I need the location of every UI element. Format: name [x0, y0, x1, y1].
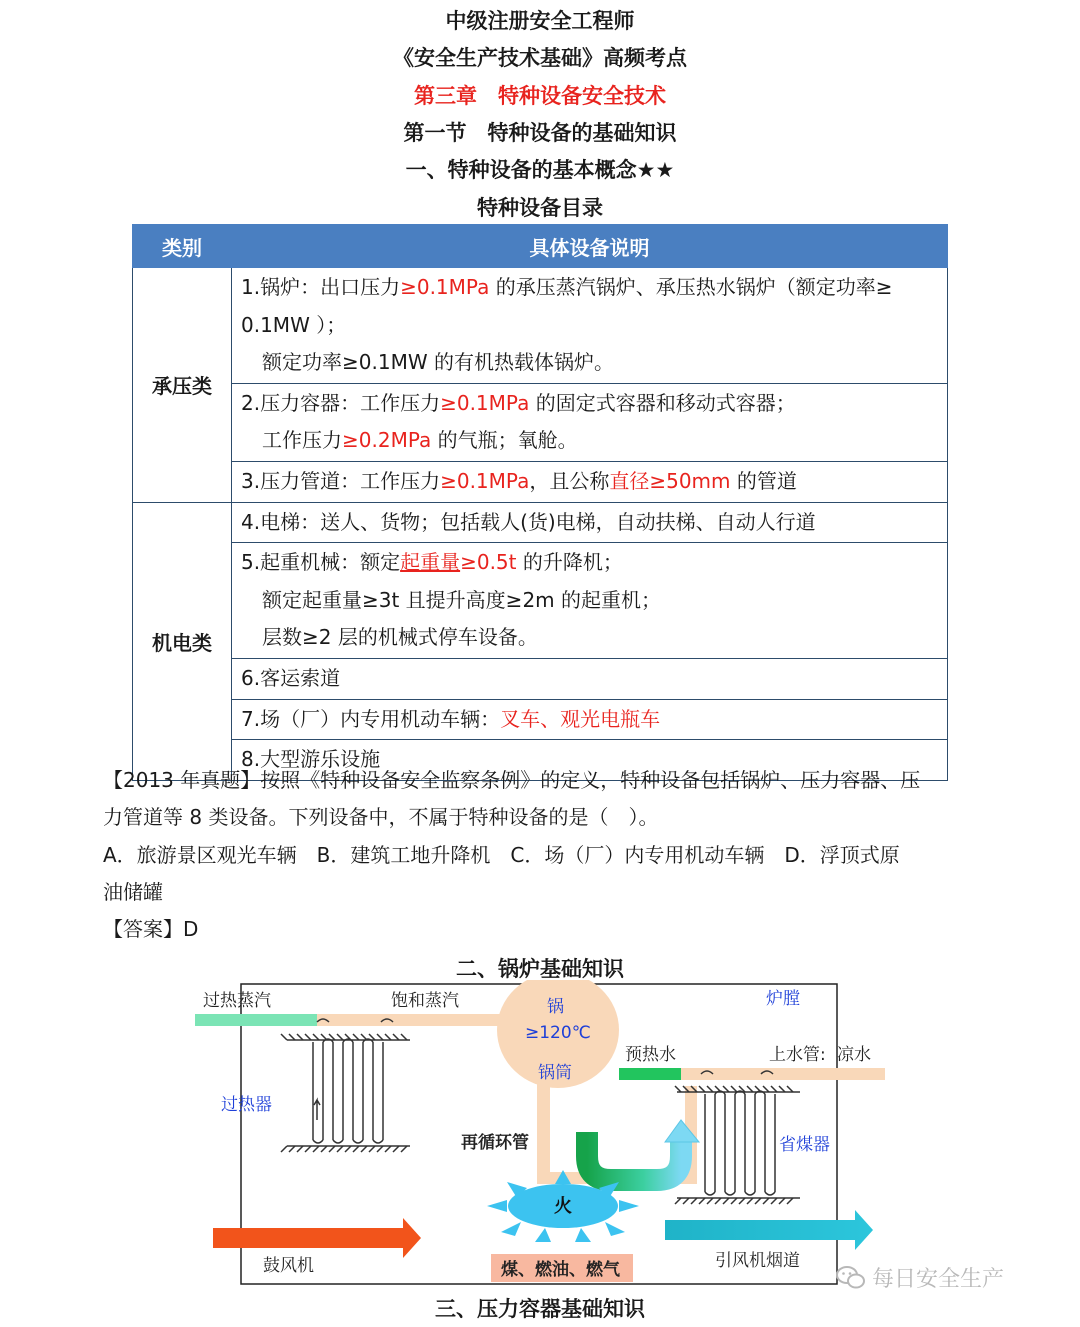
row-line: 6.客运索道 [241, 665, 341, 690]
label-furnace: 炉膛 [766, 989, 800, 1009]
description-cell [232, 383, 948, 461]
row-line: 0.1MW ）； [241, 312, 347, 337]
table-row [133, 543, 948, 659]
feed-water-pipe [665, 1068, 885, 1080]
label-recirculation: 再循环管 [461, 1133, 529, 1153]
row-line: 额定起重量≥3t 且提升高度≥2m 的起重机； [262, 587, 662, 612]
label-fire: 火 [554, 1196, 572, 1217]
boiler-diagram [195, 980, 885, 1290]
text: 的气瓶；氧舱。 [431, 428, 578, 453]
row-line [233, 385, 946, 423]
text: 的管道 [730, 468, 797, 493]
label-colon: : [820, 1045, 826, 1065]
text: 5.起重机械：额定 [241, 550, 401, 575]
row-line [233, 422, 946, 460]
watermark [836, 1262, 1004, 1293]
table-row [133, 658, 948, 699]
wechat-icon [836, 1265, 866, 1291]
category-cell-electromechanical: 机电类 [133, 502, 232, 780]
table-row [133, 268, 948, 384]
answer: 【答案】D [103, 917, 199, 941]
flue-arrow [665, 1210, 873, 1250]
preheated-water-pipe [619, 1068, 681, 1080]
column-header-description: 具体设备说明 [232, 225, 948, 268]
table-title: 特种设备目录 [477, 196, 603, 220]
table-row [133, 461, 948, 502]
text: 3.压力管道：工作压力 [241, 468, 441, 493]
highlight-text: ≥0.1MPa [400, 275, 490, 299]
question-options: 油储罐 [103, 880, 163, 904]
blower-arrow [213, 1218, 421, 1258]
label-temperature: ≥120℃ [525, 1023, 591, 1043]
steam-pipe [315, 1014, 515, 1026]
section-title: 第一节 特种设备的基础知识 [403, 121, 677, 145]
watermark-text: 每日安全生产 [872, 1267, 1005, 1292]
chapter-title: 第三章 特种设备安全技术 [414, 84, 666, 108]
boiler-section-title: 二、锅炉基础知识 [456, 957, 624, 981]
superheater-coil [281, 1019, 410, 1152]
label-economizer: 省煤器 [779, 1135, 830, 1155]
table-row [133, 383, 948, 461]
label-preheated-water: 预热水 [625, 1045, 676, 1065]
row-line [233, 544, 946, 582]
pressure-vessel-section-title: 三、压力容器基础知识 [435, 1297, 645, 1321]
description-cell [232, 699, 948, 740]
label-superheater: 过热器 [221, 1095, 272, 1115]
label-drum: 锅筒 [538, 1063, 572, 1083]
highlight-text: ≥0.1MPa [440, 390, 530, 415]
text: 7.场（厂）内专用机动车辆： [241, 706, 501, 731]
topic-title: 一、特种设备的基本概念★★ [405, 158, 675, 182]
label-fuel: 煤、燃油、燃气 [501, 1260, 620, 1280]
label-superheated-steam: 过热蒸汽 [203, 991, 271, 1011]
text: 1.锅炉：出口压力 [241, 275, 401, 299]
table-header-row [133, 225, 948, 268]
question-line: 【2013 年真题】按照《特种设备安全监察条例》的定义，特种设备包括锅炉、压力容器、压 [103, 768, 921, 792]
downcomer-pipe [537, 1084, 550, 1182]
text: 工作压力 [262, 428, 342, 453]
row-line [233, 701, 946, 739]
label-blower: 鼓风机 [263, 1256, 314, 1276]
label-flue: 引风机烟道 [715, 1251, 800, 1271]
table-row [133, 699, 948, 740]
description-cell [232, 461, 948, 502]
superheated-steam-pipe [195, 1014, 317, 1026]
description-cell [232, 658, 948, 699]
row-line: 额定功率≥0.1MW 的有机热载体锅炉。 [262, 350, 614, 375]
row-line: 层数≥2 层的机械式停车设备。 [262, 625, 538, 650]
row-line: 4.电梯：送人、货物；包括载人(货)电梯，自动扶梯、自动人行道 [241, 509, 816, 534]
highlight-text: ≥0.5t [460, 550, 517, 575]
doc-title: 中级注册安全工程师 [445, 9, 635, 33]
label-drum-top: 锅 [547, 997, 564, 1017]
text: 的升降机； [516, 550, 623, 575]
highlight-text: 叉车、观光电瓶车 [500, 706, 661, 731]
equipment-table [132, 224, 948, 781]
description-cell [232, 543, 948, 659]
category-cell-pressure: 承压类 [133, 268, 232, 503]
text: 2.压力容器：工作压力 [241, 390, 441, 415]
highlight-text: 直径≥50mm [609, 468, 731, 493]
row-line [233, 463, 946, 501]
description-cell [232, 268, 948, 384]
text: 的承压蒸汽锅炉、承压热水锅炉（额定功率≥ [489, 275, 893, 299]
doc-subtitle: 《安全生产技术基础》高频考点 [393, 46, 687, 70]
question-line: 力管道等 8 类设备。下列设备中，不属于特种设备的是（ ）。 [103, 805, 659, 829]
label-cold-water: 凉水 [837, 1045, 871, 1065]
label-feed-pipe: 上水管 [769, 1045, 820, 1065]
text: 的固定式容器和移动式容器； [529, 390, 796, 415]
label-saturated-steam: 饱和蒸汽 [391, 991, 459, 1011]
description-cell [232, 502, 948, 543]
highlight-text: ≥0.2MPa [342, 428, 432, 453]
question-options: A．旅游景区观光车辆 B．建筑工地升降机 C．场（厂）内专用机动车辆 D．浮顶式原 [103, 843, 900, 867]
highlight-text: 起重量 [400, 550, 461, 575]
text: ，且公称 [529, 468, 610, 493]
highlight-text: ≥0.1MPa [440, 468, 530, 493]
table-row [133, 502, 948, 543]
row-line: 8.大型游乐设施 [241, 747, 381, 772]
column-header-category: 类别 [133, 225, 232, 268]
row-line [233, 269, 946, 307]
